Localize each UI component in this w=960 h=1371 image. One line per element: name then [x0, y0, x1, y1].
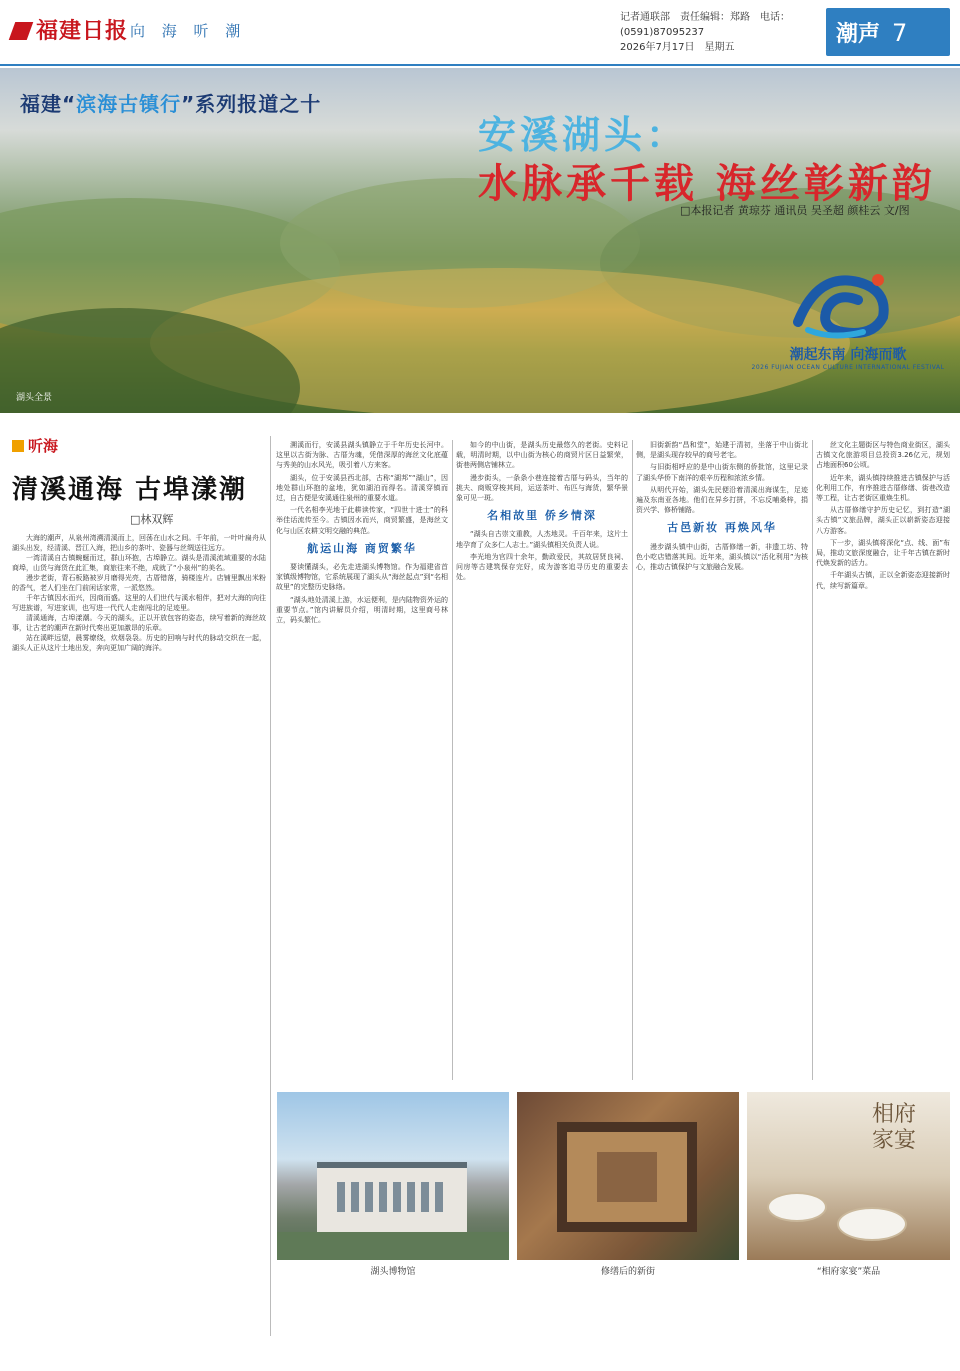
editor-info	[620, 10, 860, 55]
byline: □本报记者 黄琼芬 通讯员 吴圣超 颜桂云 文/图	[680, 204, 910, 217]
article-column-1	[276, 440, 448, 960]
museum-photo	[277, 1092, 509, 1260]
section-subheading: 航运山海 商贸繁华	[307, 541, 417, 555]
essay-paragraph: 千年古镇因水而兴，因商而盛。这里的人们世代与溪水相伴，把对大海的向往写进族谱，写进家训，也写进一代代人走南闯北的足迹里。	[12, 594, 266, 612]
photo-caption: “相府家宴”菜品	[816, 1267, 881, 1277]
article-paragraph: 漫步湖头镇中山街，古厝修缮一新，非遗工坊、特色小吃店错落其间。近年来，湖头镇以“活化利用”为核心，推动古镇保护与文旅融合发展。	[636, 542, 808, 572]
essay-body	[12, 533, 266, 1338]
article-column-4	[816, 440, 950, 960]
editor-line: 记者通联部 责任编辑：郑路 电话：(0591)87095237	[620, 12, 790, 38]
photo-caption: 修缮后的新街	[600, 1267, 655, 1277]
plate-shape	[837, 1207, 907, 1241]
banquet-dishes-photo	[747, 1092, 950, 1260]
essay-paragraph: 站在溪畔远望，晨雾缭绕，炊烟袅袅。历史的回响与时代的脉动交织在一起，湖头人正从这片土地出发，奔向更加广阔的海洋。	[12, 634, 266, 652]
headline-line1: 安溪湖头：	[478, 112, 689, 157]
article-paragraph: 从明代开始，湖头先民便沿着清溪出海谋生，足迹遍及东南亚各地。他们在异乡打拼，不忘反哺桑梓，捐资兴学、修桥铺路。	[636, 485, 808, 515]
headline-line2: 水脉承千载 海丝彰新韵	[478, 161, 936, 207]
article-column-3	[636, 440, 808, 960]
article-paragraph: 湖头，位于安溪县西北部，古称“湖邦”“湖山”，因地处群山环抱的盆地，犹如湖泊而得名。清溪穿镇而过，自古便是安溪通往泉州的重要水道。	[276, 473, 448, 503]
essay-paragraph: 一湾清溪自古镇蜿蜒而过，群山环抱，古埠静立。湖头是清溪流域重要的水陆商埠，山货与海货在此汇集，商旅往来不绝，成就了“小泉州”的美名。	[12, 554, 266, 572]
column-tag	[12, 435, 58, 456]
column-name: 向 海 听 潮	[130, 22, 247, 40]
article-paragraph: 溯溪而行，安溪县湖头镇静立于千年历史长河中。这里以古街为脉、古厝为魂，凭借深厚的海丝文化底蕴与秀美的山水风光，吸引着八方来客。	[276, 441, 448, 470]
photo-caption: 湖头博物馆	[370, 1267, 416, 1277]
article-paragraph: 一代名相李光地于此耕读传家，“四世十进士”的科举佳话流传至今。古镇因水而兴，商贸繁盛，是海丝文化与山区农耕文明交融的典范。	[276, 506, 448, 535]
roof-shape	[597, 1152, 657, 1202]
article-paragraph: 近年来，湖头镇持续推进古镇保护与活化利用工作，有序推进古厝修缮、街巷改造等工程，让古老街区重焕生机。	[816, 473, 950, 503]
photo-caption: 湖头全景	[16, 393, 53, 403]
column-divider	[632, 440, 633, 1080]
article-paragraph: “湖头自古崇文重教，人杰地灵。千百年来，这片土地孕育了众多仁人志士。”湖头镇相关负责人说。	[456, 530, 628, 549]
article-paragraph: 漫步街头，一条条小巷连接着古厝与码头，当年的挑夫、商贩穿梭其间，运送茶叶、布匹与海货，繁华景象可见一斑。	[456, 473, 628, 503]
date-line: 2026年7月17日 星期五	[620, 42, 735, 53]
page-number: 7	[892, 19, 908, 47]
article-paragraph: 与旧街相呼应的是中山街东侧的侨批馆，这里记录了湖头华侨下南洋的艰辛历程和浓浓乡情。	[636, 463, 808, 482]
article-paragraph: “湖头地处清溪上游，水运便利，是内陆物资外运的重要节点。”馆内讲解员介绍，明清时期，这里商号林立，码头繁忙。	[276, 595, 448, 625]
banquet-sign: 相府家宴	[872, 1102, 917, 1153]
article-column-2	[456, 440, 628, 960]
emblem-subtitle: 2026 FUJIAN OCEAN CULTURE INTERNATIONAL FESTIVAL	[751, 364, 945, 371]
window-row-shape	[337, 1182, 447, 1212]
article-paragraph: 丝文化主题街区与特色商业街区，湖头古镇文化旅游项目总投资3.26亿元，规划占地面积60公顷。	[816, 441, 950, 470]
article-paragraph: 李光地为官四十余年，勤政爱民，其故居贤良祠、问房等古建筑保存完好，成为游客追寻历史的重要去处。	[456, 552, 628, 582]
section-subheading: 古邑新妆 再焕风华	[667, 521, 777, 535]
essay-paragraph: 漫步老街，青石板路被岁月磨得光亮，古厝错落，骑楼连片。店铺里飘出米粉的香气，老人们坐在门前闲话家常，一派悠然。	[12, 574, 266, 592]
essay-column	[12, 435, 266, 1340]
newspaper-logo	[12, 14, 128, 45]
series-prefix: 福建“	[20, 92, 77, 116]
emblem-slogan: 潮起东南 向海而歌	[789, 347, 907, 363]
wave-emblem-icon	[788, 262, 908, 342]
campaign-emblem	[748, 262, 948, 392]
series-title	[20, 88, 321, 117]
masthead	[0, 0, 960, 70]
masthead-divider	[0, 64, 960, 66]
column-divider	[812, 440, 813, 1080]
section-name: 潮声	[836, 22, 881, 47]
section-badge	[826, 8, 950, 56]
ground-shape	[277, 1232, 509, 1260]
section-subheading: 名相故里 侨乡情深	[487, 509, 597, 523]
essay-paragraph: 大海的潮声，从泉州湾溯清溪而上，回荡在山水之间。千年前，一叶叶扁舟从湖头出发，经清溪、晋江入海，把山乡的茶叶、瓷器与丝绸送往远方。	[12, 534, 266, 552]
article-paragraph: 下一步，湖头镇将深化“点、线、面”布局，推动文旅深度融合，让千年古镇在新时代焕发新的活力。	[816, 538, 950, 568]
essay-author: □林双辉	[130, 513, 174, 526]
article-paragraph: 从古厝修缮守护历史记忆，到打造“湖头古镇”文旅品牌，湖头正以崭新姿态迎接八方游客。	[816, 506, 950, 535]
article-paragraph: 千年湖头古镇，正以全新姿态迎接新时代，续写新篇章。	[816, 571, 950, 590]
tag-label: 听海	[28, 437, 59, 455]
tag-square-icon	[12, 440, 24, 452]
column-divider	[452, 440, 453, 1080]
essay-title: 清溪通海 古埠漾潮	[12, 475, 248, 505]
series-highlight: 滨海古镇行	[76, 92, 182, 116]
essay-paragraph: 清溪通海，古埠漾潮。今天的湖头，正以开放包容的姿态，续写着新的海丝故事，让古老的潮声在新时代奏出更加激昂的乐章。	[12, 614, 266, 632]
newspaper-name: 福建日报	[36, 18, 129, 44]
plate-shape	[767, 1192, 827, 1222]
series-suffix: ”系列报道之十	[181, 92, 322, 116]
article-paragraph: 如今的中山街，是湖头历史最悠久的老街。史料记载，明清时期，以中山街为核心的商贸片区日益繁荣，街巷两侧店铺林立。	[456, 441, 628, 470]
flag-icon	[9, 22, 34, 40]
article-paragraph: 要读懂湖头，必先走进湖头博物馆。作为福建省首家镇级博物馆，它系统展现了湖头从“海丝起点”到“名相故里”的完整历史脉络。	[276, 563, 448, 592]
old-street-aerial-photo	[517, 1092, 739, 1260]
column-divider	[270, 436, 271, 1336]
article-paragraph: 旧街新韵“昌和堂”，始建于清初，坐落于中山街北侧，是湖头现存较早的商号老宅。	[636, 441, 808, 460]
